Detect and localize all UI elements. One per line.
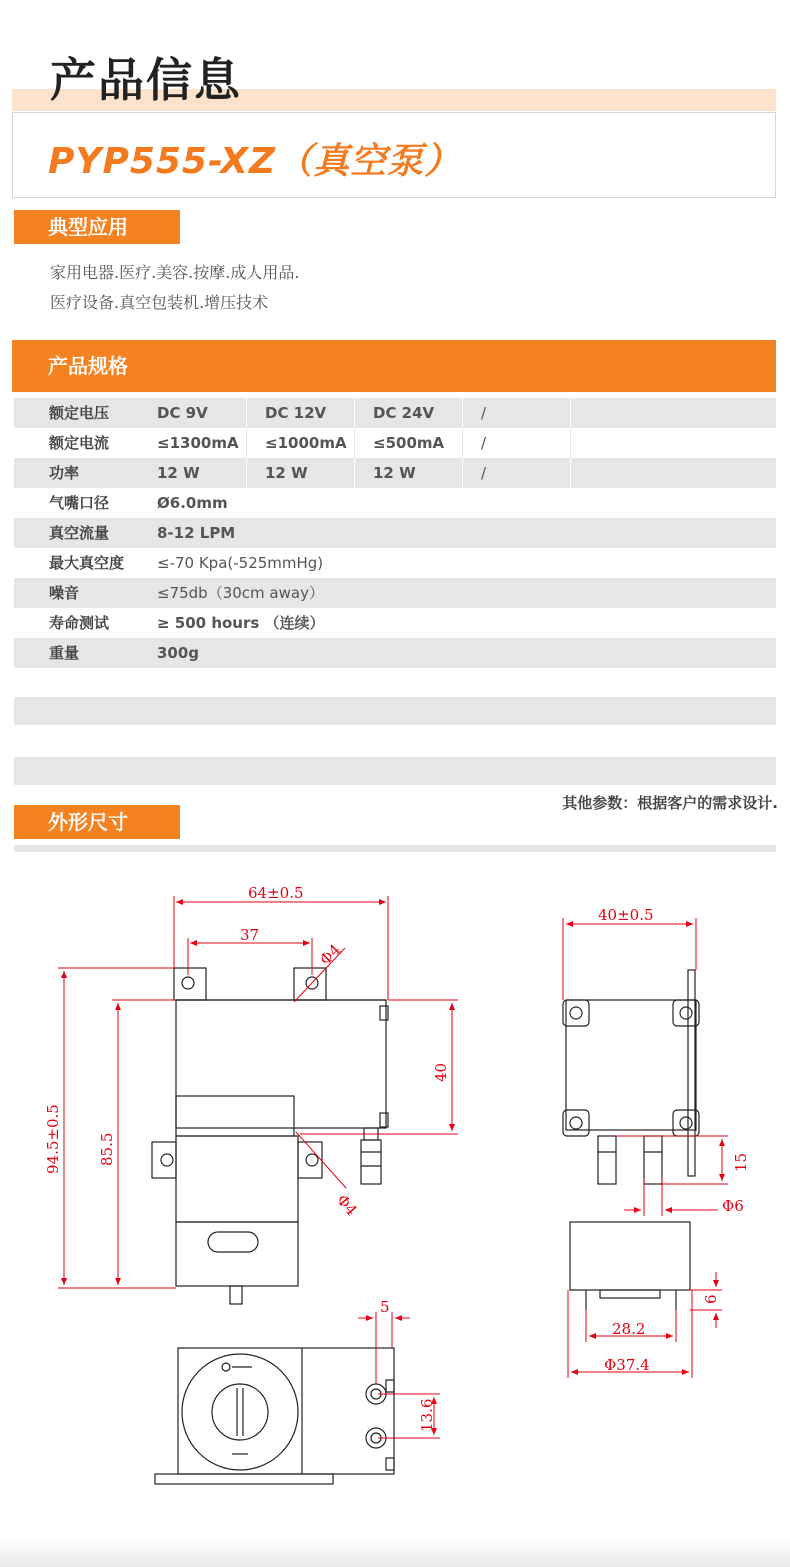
spec-value: ≤1000mA bbox=[265, 434, 347, 452]
side-view-dimensions bbox=[563, 918, 728, 1378]
column-divider bbox=[246, 428, 247, 458]
spec-value: ≤75db（30cm away） bbox=[157, 584, 324, 602]
spec-value: 300g bbox=[157, 644, 200, 662]
divider-bar bbox=[14, 845, 776, 852]
mount-hole bbox=[182, 977, 194, 989]
pump-head-body bbox=[176, 1000, 386, 1128]
section-applications-heading: 典型应用 bbox=[14, 210, 180, 244]
bottom-view bbox=[155, 1348, 394, 1484]
step-block bbox=[176, 1096, 294, 1136]
spec-value: ≤-70 Kpa(-525mmHg) bbox=[157, 554, 324, 572]
dim-label-phi37: Φ37.4 bbox=[604, 1356, 650, 1374]
empty-spec-row bbox=[14, 757, 776, 785]
nozzle bbox=[361, 1140, 381, 1184]
section-dimensions-heading: 外形尺寸 bbox=[14, 805, 180, 839]
spec-value: DC 9V bbox=[157, 404, 208, 422]
spec-value: ≤1300mA bbox=[157, 434, 239, 452]
dim-label-15: 15 bbox=[732, 1152, 750, 1172]
spec-row-noise bbox=[14, 578, 776, 608]
side-plate bbox=[688, 970, 695, 1176]
column-divider bbox=[570, 458, 571, 488]
side-nozzle bbox=[598, 1136, 616, 1184]
screw bbox=[680, 1117, 692, 1129]
terminal bbox=[230, 1286, 242, 1304]
side-motor bbox=[570, 1222, 690, 1290]
screw bbox=[570, 1007, 582, 1019]
motor-circle bbox=[182, 1354, 298, 1470]
dim-label-13: 13.6 bbox=[418, 1398, 436, 1432]
spec-value: 12 W bbox=[157, 464, 200, 482]
other-params-note: 其他参数：根据客户的需求设计. bbox=[562, 794, 778, 812]
page-title: 产品信息 bbox=[50, 53, 242, 107]
spec-label: 功率 bbox=[49, 464, 80, 482]
spec-label: 额定电流 bbox=[49, 434, 110, 452]
dim-label-5: 5 bbox=[380, 1298, 390, 1316]
column-divider bbox=[462, 428, 463, 458]
spec-label: 噪音 bbox=[49, 584, 80, 602]
column-divider bbox=[246, 458, 247, 488]
model-name: PYP555-XZ（真空泵） bbox=[48, 141, 462, 182]
spec-row-weight bbox=[14, 638, 776, 668]
motor-upper bbox=[176, 1136, 298, 1222]
spec-row-life bbox=[14, 608, 776, 638]
dim-label-28: 28.2 bbox=[612, 1320, 646, 1338]
front-view-dimensions bbox=[58, 896, 458, 1288]
spec-row-vacuum bbox=[14, 548, 776, 578]
column-divider bbox=[570, 398, 571, 428]
bottom-flange bbox=[155, 1474, 333, 1484]
dim-label-phi4-side: Φ4 bbox=[332, 1191, 361, 1220]
spec-row-flow bbox=[14, 518, 776, 548]
spec-label: 真空流量 bbox=[49, 524, 110, 542]
spec-value: 8-12 LPM bbox=[157, 524, 236, 542]
spec-row-voltage bbox=[14, 398, 776, 428]
column-divider bbox=[462, 458, 463, 488]
application-line-1: 家用电器.医疗.美容.按摩.成人用品. bbox=[50, 263, 300, 282]
column-divider bbox=[246, 398, 247, 428]
dim-label-phi6: Φ6 bbox=[722, 1197, 744, 1215]
spec-table bbox=[14, 398, 776, 668]
bottom-body bbox=[178, 1348, 394, 1474]
column-divider bbox=[570, 428, 571, 458]
spec-value: / bbox=[481, 404, 487, 422]
mount-hole bbox=[161, 1154, 173, 1166]
side-view bbox=[563, 970, 699, 1310]
spec-value: / bbox=[481, 434, 487, 452]
spec-row-current bbox=[14, 428, 776, 458]
empty-spec-row bbox=[14, 697, 776, 725]
motor-hub bbox=[212, 1384, 268, 1440]
spec-label: 气嘴口径 bbox=[49, 494, 110, 512]
screw bbox=[570, 1117, 582, 1129]
dim-label-side-40: 40±0.5 bbox=[598, 906, 654, 924]
spec-value: / bbox=[481, 464, 487, 482]
dim-label-37: 37 bbox=[240, 926, 260, 944]
spec-value: DC 12V bbox=[265, 404, 327, 422]
spec-label: 寿命测试 bbox=[49, 614, 110, 632]
dim-label-phi4-top: Φ4 bbox=[316, 940, 345, 969]
application-line-2: 医疗设备.真空包装机.增压技术 bbox=[50, 293, 269, 312]
column-divider bbox=[462, 398, 463, 428]
spec-label: 最大真空度 bbox=[49, 554, 125, 572]
column-divider bbox=[354, 398, 355, 428]
screw bbox=[680, 1007, 692, 1019]
dim-label-85: 85.5 bbox=[98, 1132, 116, 1166]
flange-tab-left bbox=[174, 968, 206, 1000]
spec-value: DC 24V bbox=[373, 404, 435, 422]
dimension-drawing bbox=[0, 860, 790, 1530]
dim-label-40: 40 bbox=[432, 1062, 450, 1082]
spec-value: 12 W bbox=[373, 464, 416, 482]
column-divider bbox=[354, 428, 355, 458]
spec-value: 12 W bbox=[265, 464, 308, 482]
spec-label: 额定电压 bbox=[49, 404, 110, 422]
spec-value: ≤500mA bbox=[373, 434, 445, 452]
spec-value: Ø6.0mm bbox=[157, 494, 228, 512]
side-nozzle bbox=[644, 1136, 662, 1184]
dim-label-94: 94.5±0.5 bbox=[44, 1104, 62, 1174]
dim-label-64: 64±0.5 bbox=[248, 884, 304, 902]
column-divider bbox=[354, 458, 355, 488]
spec-label: 重量 bbox=[49, 644, 80, 662]
front-view bbox=[152, 968, 388, 1304]
dim-label-6: 6 bbox=[702, 1294, 720, 1304]
spec-row-power bbox=[14, 458, 776, 488]
spec-row-nozzle bbox=[14, 488, 776, 518]
spec-value: ≥ 500 hours （连续） bbox=[157, 614, 325, 632]
motor-slot bbox=[208, 1232, 258, 1252]
section-specs-heading: 产品规格 bbox=[12, 340, 776, 392]
bottom-band bbox=[0, 1537, 790, 1567]
mount-hole bbox=[306, 1154, 318, 1166]
